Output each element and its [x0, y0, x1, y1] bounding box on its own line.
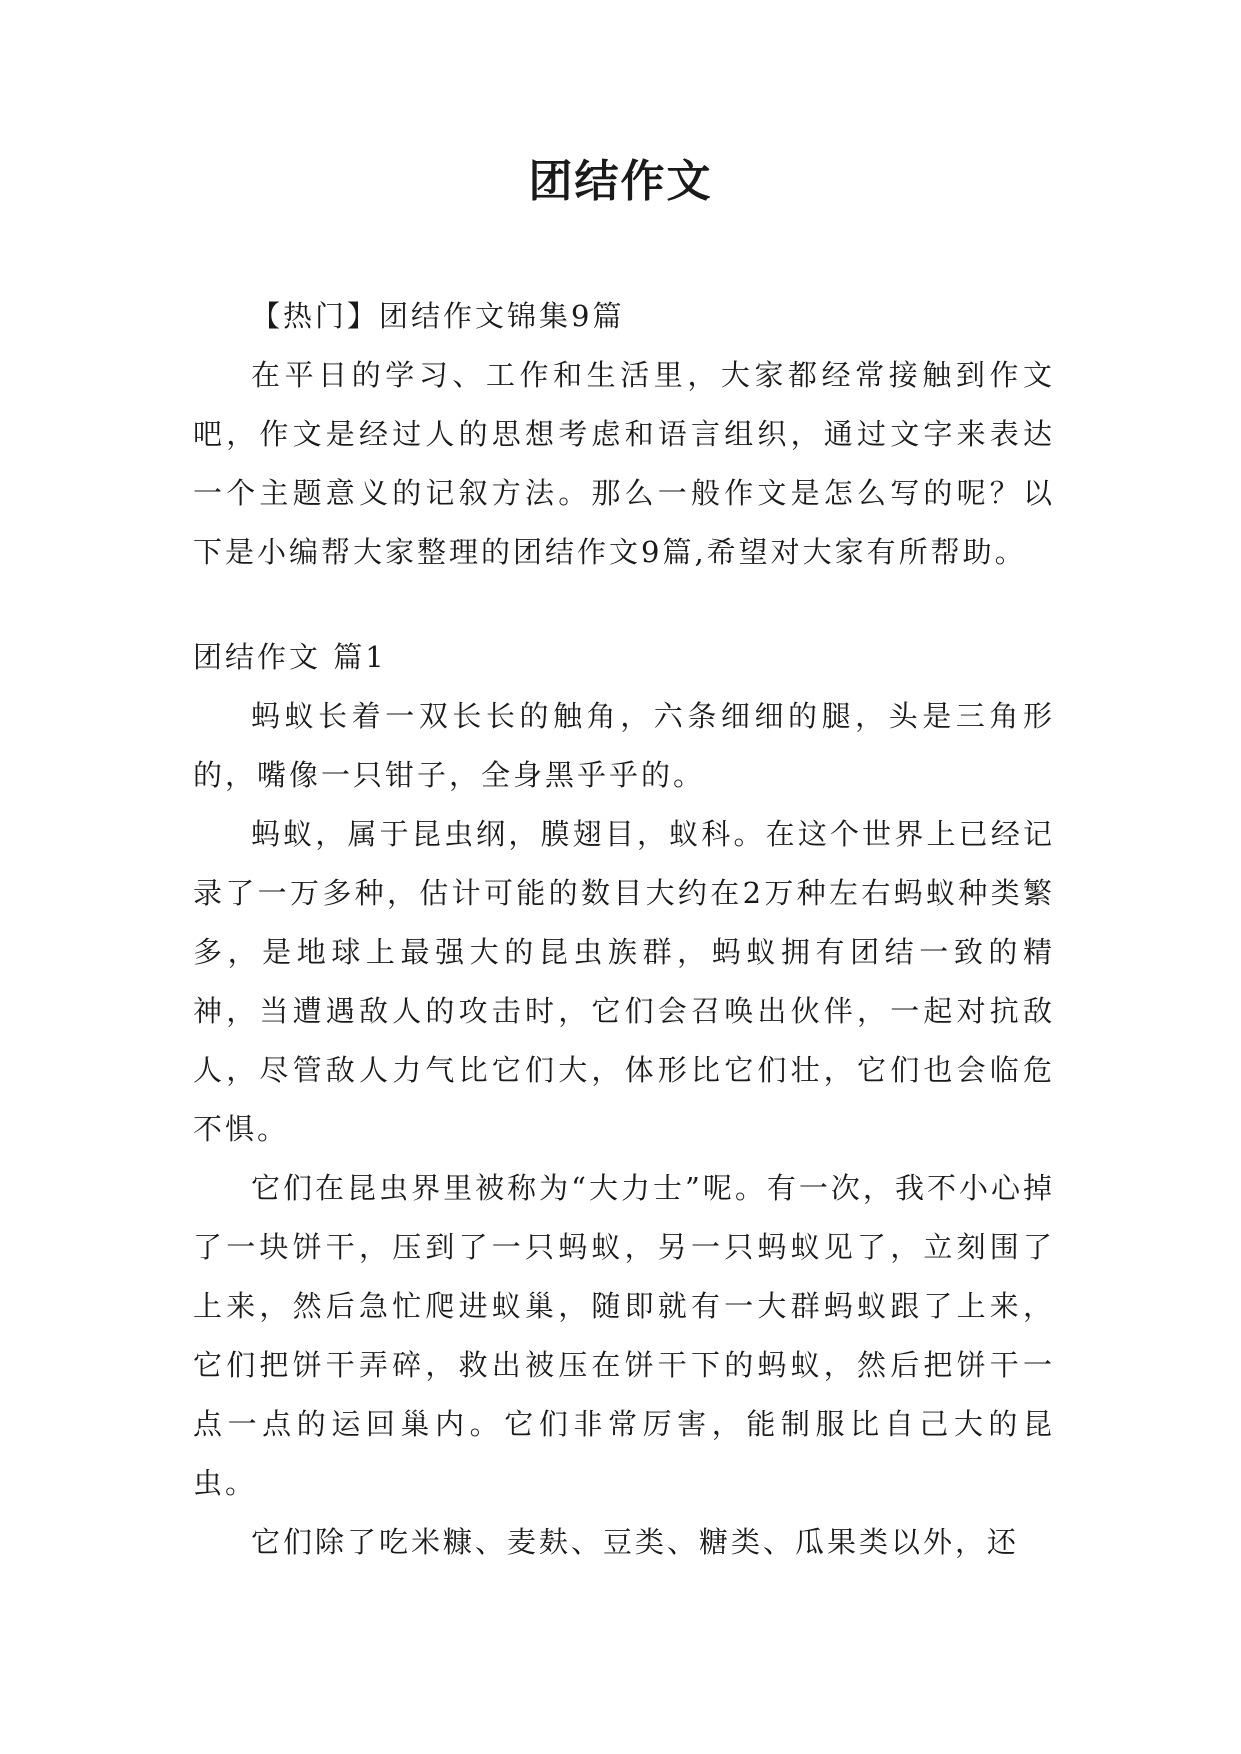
body-paragraph-1: 蚂蚁长着一双长长的触角，六条细细的腿，头是三角形的，嘴像一只钳子，全身黑乎乎的。: [193, 699, 1055, 792]
body-paragraph-4: 它们除了吃米糠、麦麸、豆类、糖类、瓜果类以外，还: [251, 1525, 1020, 1559]
document-subtitle: 【热门】团结作文锦集9篇: [251, 299, 625, 333]
intro-paragraph: 在平日的学习、工作和生活里，大家都经常接触到作文吧，作文是经过人的思想考虑和语言组织，通过文字来表达一个主题意义的记叙方法。那么一般作文是怎么写的呢？以下是小编帮大家整理的团结作文9篇,希望对大家有所帮助。: [193, 358, 1055, 569]
document-body: [193, 287, 1055, 1572]
document-title: 团结作文: [528, 156, 713, 207]
section-title: 团结作文 篇1: [193, 640, 387, 674]
body-paragraph-3: 它们在昆虫界里被称为“大力士”呢。有一次，我不小心掉了一块饼干，压到了一只蚂蚁，另一只蚂蚁见了，立刻围了上来，然后急忙爬进蚁巢，随即就有一大群蚂蚁跟了上来，它们把饼干弄碎，救出被压在饼干下的蚂蚁，然后把饼干一点一点的运回巢内。它们非常厉害，能制服比自己大的昆虫。: [193, 1171, 1055, 1500]
body-paragraph-2: 蚂蚁，属于昆虫纲，膜翅目，蚁科。在这个世界上已经记录了一万多种，估计可能的数目大约在2万种左右蚂蚁种类繁多，是地球上最强大的昆虫族群，蚂蚁拥有团结一致的精神，当遭遇敌人的攻击时，它们会召唤出伙伴，一起对抗敌人，尽管敌人力气比它们大，体形比它们壮，它们也会临危不惧。: [193, 817, 1055, 1146]
